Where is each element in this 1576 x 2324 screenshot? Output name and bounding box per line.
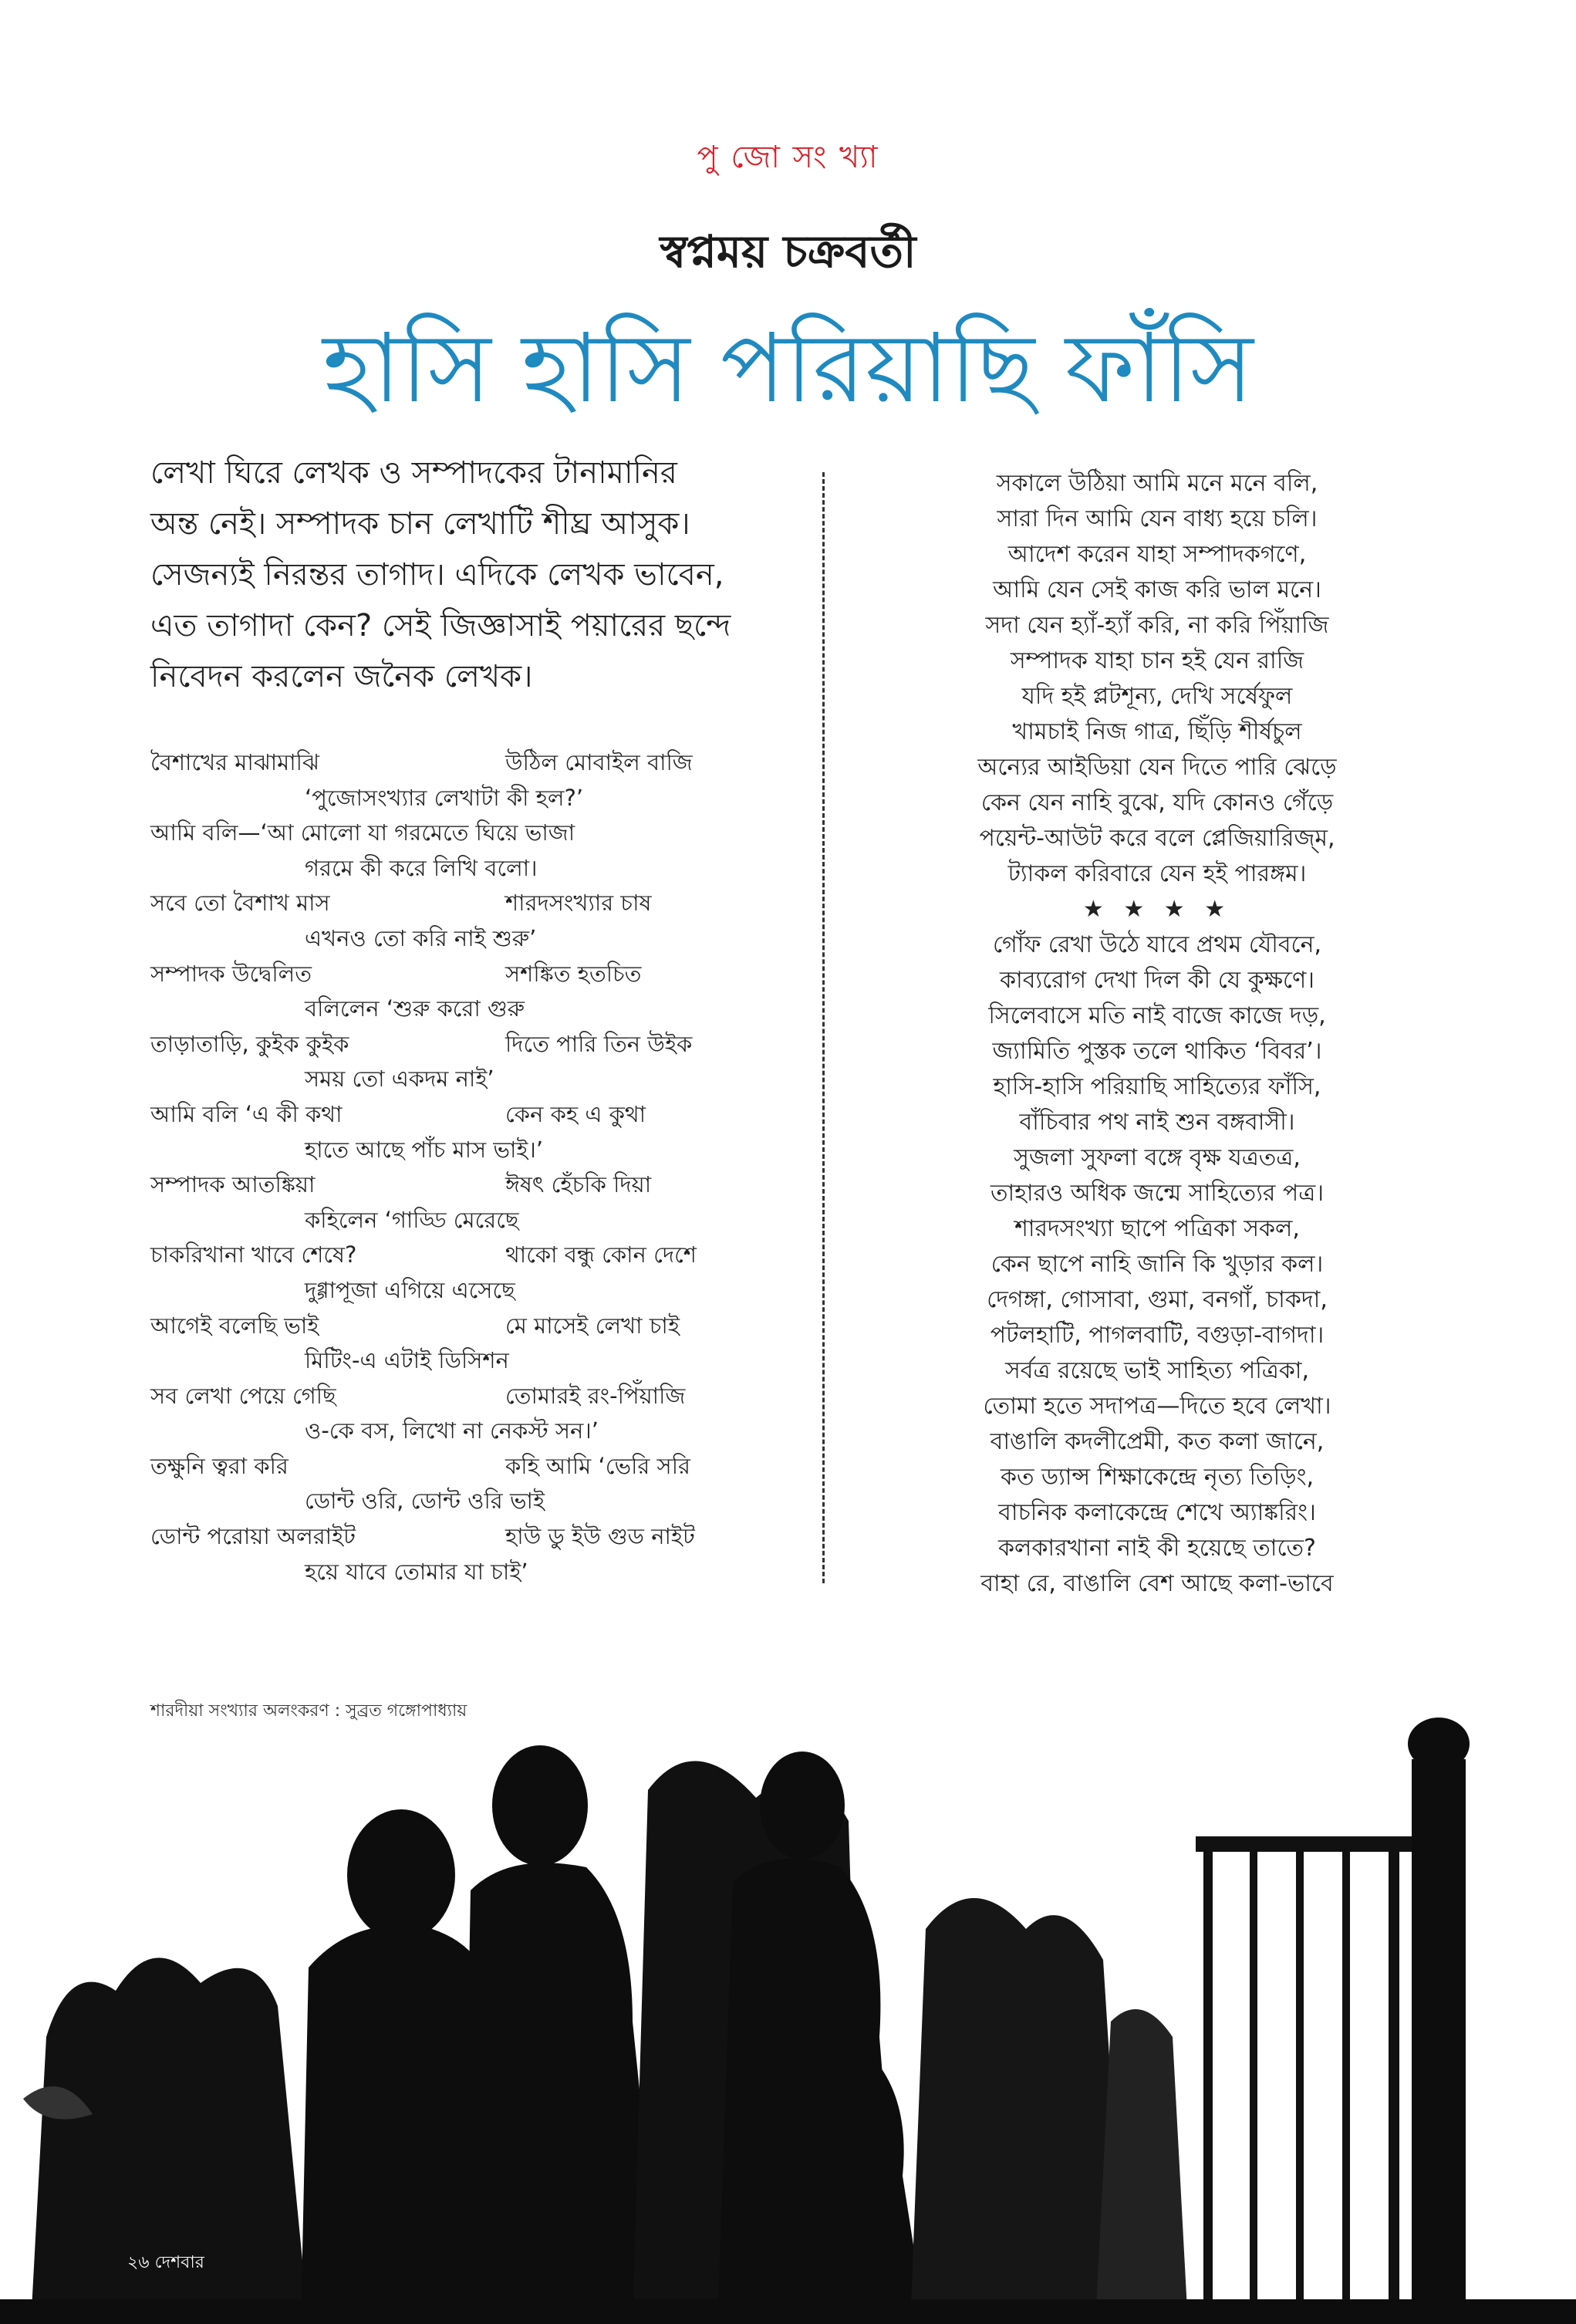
verse-segment: ও-কে বস, লিখো না নেকস্ট সন।’ [305,1417,599,1444]
stars-separator: ★ ★ ★ ★ [1082,896,1232,923]
verse-line: হাসি-হাসি পরিয়াছি সাহিত্যের ফাঁসি, [993,1073,1321,1100]
verse-line: কত ড্যান্স শিক্ষাকেন্দ্রে নৃত্য তিড়িং, [1000,1464,1314,1491]
verse-segment: হয়ে যাবে তোমার যা চাই’ [305,1558,528,1585]
verse-line [150,991,760,1027]
author-name: স্বপ্নময় চক্রবর্তী [660,225,916,278]
verse-line: তোমা হতে সদাপত্র—দিতে হবে লেখা। [983,1393,1331,1420]
verse-line [150,1062,760,1097]
illustration-credit: শারদীয়া সংখ্যার অলংকরণ : সুব্রত গঙ্গোপাধ্যায় [150,1701,467,1721]
intro-paragraph [150,448,806,702]
verse-line: সম্পাদক যাহা চান হই যেন রাজি [1010,647,1304,674]
verse-line [150,1343,760,1379]
verse-line: আমি যেন সেই কাজ করি ভাল মনে। [993,576,1321,603]
verse-line [150,886,760,921]
verse-segment: ‘পুজোসংখ্যার লেখাটা কী হল?’ [305,784,584,811]
verse-line [150,1027,760,1062]
verse-segment: ডোন্ট পরোয়া অলরাইট [150,1523,356,1550]
section-label: পু জো সং খ্যা [697,140,879,175]
verse-segment: তক্ষুনি ত্বরা করি [150,1452,289,1479]
verse-line [150,1555,760,1590]
verse-segment: কেন কহ এ কুথা [505,1100,646,1127]
verse-segment: ডোন্ট ওরি, ডোন্ট ওরি ভাই [305,1488,545,1515]
magazine-name: দেশবার [154,2253,204,2272]
verse-line: বাঙালি কদলীপ্রেমী, কত কলা জানে, [990,1428,1325,1455]
verse-segment: সশঙ্কিত হতচিত [505,960,642,987]
article-title: হাসি হাসি পরিয়াছি ফাঁসি [322,313,1254,424]
intro-line: লেখা ঘিরে লেখক ও সম্পাদকের টানামানির [150,455,677,491]
verse-left-column [150,745,760,1589]
column-divider [822,472,825,1583]
verse-line: আদেশ করেন যাহা সম্পাদকগণে, [1007,541,1307,568]
verse-segment: তোমারই রং-পিঁয়াজি [505,1382,686,1409]
verse-line [150,745,760,781]
verse-line: বাহা রে, বাঙালি বেশ আছে কলা-ভাবে [980,1570,1334,1597]
verse-segment: চাকরিখানা খাবে শেষে? [150,1241,357,1268]
verse-line: তাহারও অধিক জন্মে সাহিত্যের পত্র। [990,1180,1325,1207]
verse-segment: তাড়াতাড়ি, কুইক কুইক [150,1030,349,1057]
verse-segment: মিটিং-এ এটাই ডিসিশন [305,1347,509,1374]
verse-segment: উঠিল মোবাইল বাজি [505,749,693,775]
verse-line [150,1203,760,1238]
verse-line [150,1097,760,1133]
verse-line: শারদসংখ্যা ছাপে পত্রিকা সকল, [1014,1215,1300,1242]
verse-line [150,957,760,992]
verse-segment: এখনও তো করি নাই শুরু’ [305,924,537,951]
verse-line: পয়েন্ট-আউট করে বলে প্লেজিয়ারিজ্‌ম, [979,825,1335,852]
verse-line: যদি হই প্লটশূন্য, দেখি সর্ষেফুল [1021,683,1293,710]
intro-line: এত তাগাদা কেন? সেই জিজ্ঞাসাই পয়ারের ছন্দে [150,608,731,643]
verse-segment: আমি বলি ‘এ কী কথা [150,1100,343,1127]
verse-line: সুজলা সুফলা বঙ্গে বৃক্ষ যত্রতত্র, [1014,1144,1301,1171]
verse-line: সদা যেন হ্যাঁ-হ্যাঁ করি, না করি পিঁয়াজি [985,612,1329,639]
intro-line: নিবেদন করলেন জনৈক লেখক। [150,659,533,694]
verse-line [150,1414,760,1449]
verse-segment: দুগ্গাপূজা এগিয়ে এসেছে [305,1276,515,1303]
verse-line: জ্যামিতি পুস্তক তলে থাকিত ‘বিবর’। [992,1038,1322,1065]
illustration-silhouette-image [0,1636,1576,2324]
page-number: ২৬ [127,2253,150,2272]
verse-line: বাচনিক কলাকেন্দ্রে শেখে অ্যাঙ্করিং। [998,1499,1316,1526]
verse-line: কলকারখানা নাই কী হয়েছে তাতে? [998,1535,1316,1562]
verse-line [150,1484,760,1519]
verse-line: পটলহাটি, পাগলবাটি, বগুড়া-বাগদা। [990,1322,1325,1349]
verse-line [150,1238,760,1273]
verse-segment: বলিলেন ‘শুরু করো গুরু [305,995,525,1022]
verse-line [150,851,760,887]
verse-line [150,921,760,957]
page-footer [127,2249,204,2278]
verse-line: ট্যাকল করিবারে যেন হই পারঙ্গম। [1007,860,1307,887]
verse-segment: ঈষৎ হেঁচকি দিয়া [505,1171,652,1198]
verse-line: সকালে উঠিয়া আমি মনে মনে বলি, [996,470,1318,497]
verse-line: বাঁচিবার পথ নাই শুন বঙ্গবাসী। [1019,1109,1295,1136]
verse-segment: আমি বলি—‘আ মোলো যা গরমেতে ঘিয়ে ভাজা [150,819,575,846]
intro-line: অন্ত নেই। সম্পাদক চান লেখাটি শীঘ্র আসুক। [150,506,690,542]
verse-line [150,1519,760,1555]
verse-line: সিলেবাসে মতি নাই বাজে কাজে দড়, [988,1002,1326,1029]
verse-line [150,1309,760,1344]
verse-line: গোঁফ রেখা উঠে যাবে প্রথম যৌবনে, [992,931,1322,958]
verse-segment: বৈশাখের মাঝামাঝি [150,749,319,775]
verse-line: কেন ছাপে নাহি জানি কি খুড়ার কল। [990,1251,1324,1278]
verse-line [150,1167,760,1203]
verse-line [150,1449,760,1485]
verse-line: সর্বত্র রয়েছে ভাই সাহিত্য পত্রিকা, [1004,1357,1310,1384]
verse-segment: সবে তো বৈশাখ মাস [150,890,330,917]
verse-line [150,1379,760,1414]
intro-line: সেজন্যই নিরন্তর তাগাদ। এদিকে লেখক ভাবেন, [150,557,724,593]
verse-segment: দিতে পারি তিন উইক [505,1030,693,1057]
verse-line [150,781,760,816]
verse-line: কেন যেন নাহি বুঝে, যদি কোনও গেঁড়ে [980,789,1334,816]
verse-line: দেগঙ্গা, গোসাবা, গুমা, বনগাঁ, চাকদা, [987,1286,1328,1313]
verse-segment: হাতে আছে পাঁচ মাস ভাই।’ [305,1136,544,1163]
verse-segment: মে মাসেই লেখা চাই [505,1312,680,1339]
verse-segment: সম্পাদক উদ্বেলিত [150,960,312,987]
verse-segment: সময় তো একদম নাই’ [305,1066,494,1093]
verse-segment: কহি আমি ‘ভেরি সরি [505,1452,690,1479]
verse-line: কাব্যরোগ দেখা দিল কী যে কুক্ষণে। [1000,967,1314,994]
verse-segment: হাউ ডু ইউ গুড নাইট [505,1523,695,1550]
verse-segment: কহিলেন ‘গাড্ডি মেরেছে [305,1206,519,1233]
verse-segment: গরমে কী করে লিখি বলো। [305,854,538,881]
verse-line [150,1273,760,1309]
verse-segment: শারদসংখ্যার চাষ [505,890,652,917]
verse-segment: সব লেখা পেয়ে গেছি [150,1382,336,1409]
verse-segment: আগেই বলেছি ভাই [150,1312,319,1339]
verse-line [150,816,760,851]
verse-line: খামচাই নিজ গাত্র, ছিঁড়ি শীর্ষচুল [1012,718,1302,745]
verse-line: সারা দিন আমি যেন বাধ্য হয়ে চলি। [997,505,1318,532]
verse-segment: সম্পাদক আতঙ্কিয়া [150,1171,316,1198]
verse-line: অন্যের আইডিয়া যেন দিতে পারি ঝেড়ে [977,754,1337,781]
verse-segment: থাকো বন্ধু কোন দেশে [505,1241,697,1268]
verse-right-column [887,466,1427,1602]
verse-line [150,1133,760,1168]
